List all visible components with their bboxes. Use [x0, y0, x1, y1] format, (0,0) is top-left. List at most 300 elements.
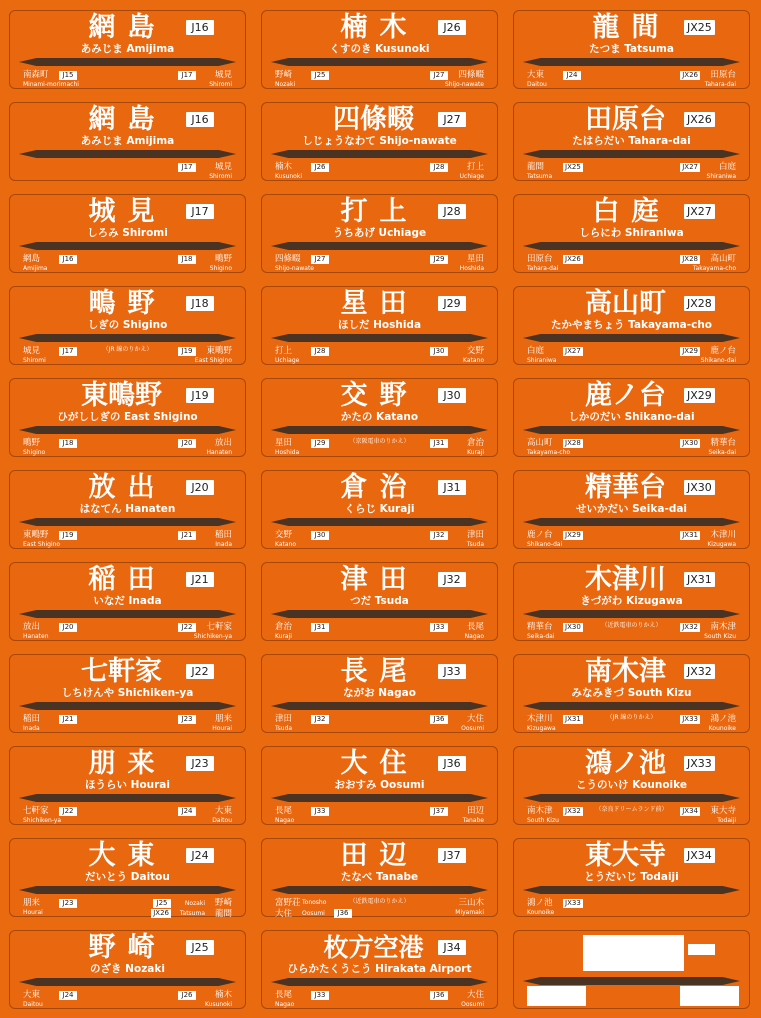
next-station-name: 鴫野	[214, 254, 232, 264]
blank-right-panel	[680, 986, 739, 1006]
prev-station-romaji: Hanaten	[23, 633, 49, 640]
station-reading: おおすみ Oosumi	[334, 779, 425, 791]
direction-bar	[19, 426, 236, 434]
prev-station-romaji: Tsuda	[275, 725, 293, 732]
prev-branch-station-romaji: Oosumi	[302, 910, 325, 917]
next-station-name: 大住	[466, 990, 484, 1000]
station-name: 網島	[88, 12, 167, 43]
prev-station-name: 南木津	[527, 806, 553, 816]
next-station-code: J19	[178, 347, 196, 356]
prev-station-romaji: Minami-morimachi	[23, 81, 79, 88]
prev-station-romaji: Shigino	[23, 449, 46, 456]
next-station-name: 倉治	[466, 438, 484, 448]
station-name: 白庭	[592, 196, 671, 227]
station-reading: あみじま Amijima	[80, 135, 175, 147]
station-reading: しちけんや Shichiken-ya	[61, 687, 194, 699]
prev-station-name: 津田	[275, 714, 293, 724]
next-station-name: 七軒家	[206, 622, 232, 632]
prev-station-name: 網島	[23, 254, 41, 264]
prev-station-romaji: Shichiken-ya	[23, 817, 62, 824]
station-sign	[261, 930, 498, 1009]
station-sign	[513, 286, 750, 365]
prev-station-romaji: Nozaki	[275, 81, 296, 88]
station-code-badge: JX31	[684, 572, 715, 587]
direction-bar	[19, 794, 236, 802]
prev-station-code: J17	[59, 347, 77, 356]
station-reading: ひがししぎの East Shigino	[57, 411, 198, 423]
station-name: 交野	[340, 380, 419, 411]
station-code-badge: J28	[438, 204, 466, 219]
direction-bar	[523, 610, 740, 618]
prev-station-code: J22	[59, 807, 77, 816]
station-reading: くすのき Kusunoki	[329, 43, 430, 55]
station-sign	[261, 378, 498, 457]
station-reading: しろみ Shiromi	[87, 227, 168, 239]
station-name: 鹿ノ台	[585, 380, 666, 411]
next-station-code: J26	[178, 991, 196, 1000]
next-station-code: JX34	[682, 807, 698, 815]
prev-station-code: J32	[311, 715, 329, 724]
station-sign	[513, 10, 750, 89]
station-sign	[9, 378, 246, 457]
direction-bar	[523, 886, 740, 894]
station-reading: きづがわ Kizugawa	[580, 595, 683, 607]
station-sign	[261, 838, 498, 917]
prev-station-romaji: Shiromi	[23, 357, 46, 364]
station-name: 枚方空港	[323, 933, 424, 962]
station-name: 田辺	[340, 840, 419, 871]
transfer-note: （京阪電車のりかえ）	[349, 438, 410, 445]
prev-station-romaji: Daitou	[23, 1001, 43, 1008]
station-reading: しらにわ Shiraniwa	[579, 227, 684, 239]
next-station-romaji: Shichiken-ya	[193, 633, 232, 640]
direction-bar	[271, 702, 488, 710]
prev-station-code: JX25	[565, 163, 581, 171]
next-station-code: J37	[430, 807, 448, 816]
station-code-badge: JX27	[684, 204, 715, 219]
station-name: 城見	[88, 196, 167, 227]
transfer-note: （JR 線のりかえ）	[102, 346, 153, 353]
next-station-romaji: East Shigino	[194, 357, 232, 364]
next-station-romaji: Miyamaki	[455, 909, 484, 916]
next-station-code: J28	[430, 163, 448, 172]
next-station-name: 東鴫野	[206, 346, 232, 356]
station-code-badge: J36	[438, 756, 466, 771]
direction-bar	[523, 334, 740, 342]
next-station-name: 長尾	[466, 622, 484, 632]
next-station-code: J25	[153, 899, 171, 908]
station-sign	[513, 746, 750, 825]
next-station-name: 南木津	[710, 622, 736, 632]
station-reading: みなみきづ South Kizu	[571, 687, 692, 699]
station-name: 木津川	[585, 564, 666, 595]
station-name: 鴻ノ池	[585, 748, 666, 779]
next-station-romaji: Hoshida	[459, 265, 484, 272]
direction-bar	[271, 58, 488, 66]
station-name: 楠木	[340, 12, 419, 43]
station-reading: はなてん Hanaten	[79, 503, 176, 515]
next-station-code: J36	[430, 715, 448, 724]
prev-station-code: J29	[311, 439, 329, 448]
direction-bar	[19, 518, 236, 526]
station-sign	[513, 102, 750, 181]
station-reading: ほしだ Hoshida	[337, 319, 422, 331]
station-name: 野崎	[88, 932, 167, 963]
station-sign	[9, 194, 246, 273]
prev-station-name: 精華台	[527, 622, 553, 632]
station-name: 高山町	[585, 288, 666, 319]
station-code-badge: J27	[438, 112, 466, 127]
station-sign	[261, 746, 498, 825]
next-station-code: JX33	[682, 715, 698, 723]
prev-station-romaji: Tonosho	[302, 899, 327, 906]
next-station-romaji: Shiraniwa	[706, 173, 736, 180]
prev-station-name: 鴻ノ池	[527, 898, 553, 908]
prev-station-code: JX26	[565, 255, 581, 263]
next-station-code: J29	[430, 255, 448, 264]
station-code-badge: JX33	[684, 756, 715, 771]
prev-station-code: JX33	[565, 899, 581, 907]
station-name: 打上	[340, 196, 419, 227]
station-code-badge: J33	[438, 664, 466, 679]
prev-station-name: 東鴫野	[23, 530, 49, 540]
next-station-name: 稲田	[214, 530, 232, 540]
station-reading: せいかだい Seika-dai	[575, 503, 688, 515]
next-station-name: 楠木	[214, 990, 232, 1000]
prev-station-code: J33	[311, 807, 329, 816]
station-name: 星田	[340, 288, 419, 319]
station-code-badge: J30	[438, 388, 466, 403]
branch-station-name: 龍間	[214, 909, 232, 919]
direction-bar	[271, 978, 488, 986]
prev-station-code: J24	[59, 991, 77, 1000]
direction-bar	[271, 334, 488, 342]
next-station-romaji: Katano	[462, 357, 484, 364]
next-station-code: JX32	[682, 623, 698, 631]
next-station-name: 木津川	[710, 530, 736, 540]
prev-station-romaji: Hoshida	[275, 449, 300, 456]
next-station-code: J31	[430, 439, 448, 448]
station-code-badge: JX25	[684, 20, 715, 35]
station-sign	[9, 470, 246, 549]
station-reading: かたの Katano	[340, 411, 419, 423]
blank-name-panel	[583, 935, 684, 971]
station-reading: ほうらい Hourai	[85, 779, 170, 791]
prev-station-romaji: Kuraji	[275, 633, 292, 640]
station-sign	[261, 10, 498, 89]
station-reading: たはらだい Tahara-dai	[572, 135, 691, 147]
prev-station-romaji: Uchiage	[275, 357, 300, 364]
station-code-badge: J21	[186, 572, 214, 587]
direction-bar	[271, 150, 488, 158]
station-name: 朋来	[88, 748, 167, 779]
station-reading: だいとう Daitou	[85, 871, 170, 883]
direction-bar	[271, 610, 488, 618]
station-code-badge: JX28	[684, 296, 715, 311]
station-sign	[513, 562, 750, 641]
station-sign	[513, 470, 750, 549]
prev-station-romaji: Amijima	[23, 265, 48, 272]
prev-station-code: J28	[311, 347, 329, 356]
station-sign	[9, 286, 246, 365]
station-code-badge: JX29	[684, 388, 715, 403]
blank-code-panel	[688, 944, 715, 955]
station-name: 放出	[88, 472, 167, 503]
prev-station-name: 七軒家	[23, 806, 49, 816]
station-name: 東鴫野	[81, 380, 162, 411]
next-station-code: JX29	[682, 347, 698, 355]
next-station-name: 城見	[214, 70, 232, 80]
prev-station-code: J16	[59, 255, 77, 264]
prev-station-romaji: South Kizu	[527, 817, 559, 824]
next-station-name: 朋来	[214, 714, 232, 724]
station-name: 七軒家	[81, 656, 162, 687]
direction-bar	[523, 242, 740, 250]
station-name: 南木津	[585, 656, 666, 687]
next-station-code: J17	[178, 163, 196, 172]
station-reading: くらじ Kuraji	[344, 503, 415, 515]
next-station-code: J27	[430, 71, 448, 80]
direction-bar	[523, 58, 740, 66]
next-station-name: 放出	[214, 438, 232, 448]
next-station-romaji: Tahara-dai	[704, 81, 736, 88]
prev-station-name: 四條畷	[275, 254, 301, 264]
next-station-code: J24	[178, 807, 196, 816]
next-station-code: J33	[430, 623, 448, 632]
station-sign	[9, 930, 246, 1009]
prev-station-code: J27	[311, 255, 329, 264]
prev-station-romaji: Kusunoki	[275, 173, 302, 180]
next-station-romaji: Kizugawa	[707, 541, 736, 548]
station-name: 津田	[340, 564, 419, 595]
next-station-name: 四條畷	[458, 70, 484, 80]
prev-station-name: 楠木	[275, 162, 293, 172]
station-sign	[513, 378, 750, 457]
station-sign	[513, 194, 750, 273]
prev-station-code: J30	[311, 531, 329, 540]
prev-station-romaji: Shijo-nawate	[275, 265, 314, 272]
station-reading: あみじま Amijima	[80, 43, 175, 55]
next-station-name: 津田	[466, 530, 484, 540]
transfer-note: （JR 線のりかえ）	[606, 714, 657, 721]
next-station-romaji: Shijo-nawate	[445, 81, 484, 88]
transfer-note: （近鉄電車のりかえ）	[349, 898, 410, 905]
next-station-name: 白庭	[718, 162, 736, 172]
next-station-code: J17	[178, 71, 196, 80]
prev-station-romaji: Tatsuma	[527, 173, 553, 180]
next-station-name: 鴻ノ池	[710, 714, 736, 724]
prev-station-code: JX32	[565, 807, 581, 815]
direction-bar	[19, 58, 236, 66]
blank-left-panel	[527, 986, 586, 1006]
prev-station-code: JX30	[565, 623, 581, 631]
station-reading: たかやまちょう Takayama-cho	[550, 319, 713, 331]
next-station-romaji: Daitou	[212, 817, 232, 824]
prev-station-code: J24	[563, 71, 581, 80]
next-station-romaji: Tanabe	[462, 817, 484, 824]
next-station-code: J30	[430, 347, 448, 356]
direction-bar	[271, 518, 488, 526]
station-name: 東大寺	[585, 840, 666, 871]
next-station-code: JX28	[682, 255, 698, 263]
prev-station-code: J33	[311, 991, 329, 1000]
station-sign	[261, 654, 498, 733]
prev-station-romaji: Tahara-dai	[527, 265, 559, 272]
station-name: 龍間	[592, 12, 671, 43]
direction-bar	[523, 977, 740, 985]
next-station-code: JX26	[682, 71, 698, 79]
station-code-badge: J23	[186, 756, 214, 771]
station-code-badge: JX34	[684, 848, 715, 863]
next-station-name: 打上	[466, 162, 484, 172]
next-station-code: J22	[178, 623, 196, 632]
prev-station-romaji: Daitou	[527, 81, 547, 88]
station-sign	[9, 746, 246, 825]
station-sign	[261, 470, 498, 549]
next-station-code: J20	[178, 439, 196, 448]
station-reading: ながお Nagao	[343, 687, 416, 699]
next-station-romaji: Oosumi	[461, 1001, 484, 1008]
station-sign	[261, 562, 498, 641]
station-code-badge: JX30	[684, 480, 715, 495]
station-code-badge: J32	[438, 572, 466, 587]
station-name: 大東	[88, 840, 167, 871]
station-code-badge: J37	[438, 848, 466, 863]
direction-bar	[271, 242, 488, 250]
station-reading: しぎの Shigino	[87, 319, 168, 331]
station-name: 鴫野	[88, 288, 167, 319]
next-station-name: 星田	[466, 254, 484, 264]
station-code-badge: J16	[186, 20, 214, 35]
prev-station-name: 倉治	[275, 622, 293, 632]
station-code-badge: J19	[186, 388, 214, 403]
station-reading: とうだいじ Todaiji	[584, 871, 679, 883]
station-code-badge: JX32	[684, 664, 715, 679]
station-sign	[9, 838, 246, 917]
transfer-note: （近鉄電車のりかえ）	[601, 622, 662, 629]
direction-bar	[523, 794, 740, 802]
prev-station-name: 木津川	[527, 714, 553, 724]
station-name: 長尾	[340, 656, 419, 687]
station-sign	[513, 838, 750, 917]
direction-bar	[19, 150, 236, 158]
prev-station-romaji: Nagao	[275, 817, 295, 824]
station-reading: こうのいけ Kounoike	[576, 779, 687, 791]
next-station-romaji: Kounoike	[708, 725, 736, 732]
station-code-badge: J22	[186, 664, 214, 679]
station-reading: いなだ Inada	[93, 595, 162, 607]
station-reading: うちあげ Uchiage	[332, 227, 427, 239]
prev-station-romaji: East Shigino	[23, 541, 61, 548]
next-station-code: J18	[178, 255, 196, 264]
prev-station-romaji: Katano	[275, 541, 297, 548]
next-station-romaji: Takayama-cho	[692, 265, 736, 272]
next-station-name: 田原台	[710, 70, 736, 80]
prev-station-code: J26	[311, 163, 329, 172]
prev-station-name: 龍間	[527, 162, 545, 172]
next-station-name: 高山町	[710, 254, 736, 264]
transfer-note: （奈良ドリームランド前）	[595, 806, 668, 813]
prev-station-name: 城見	[23, 346, 41, 356]
station-code-badge: J16	[186, 112, 214, 127]
prev-station-name: 野崎	[275, 70, 293, 80]
prev-station-code: J31	[311, 623, 329, 632]
next-station-romaji: Nozaki	[184, 900, 205, 907]
station-name: 精華台	[585, 472, 666, 503]
station-reading: のざき Nozaki	[90, 963, 165, 975]
direction-bar	[523, 426, 740, 434]
station-name: 倉治	[340, 472, 419, 503]
next-station-romaji: Kusunoki	[205, 1001, 232, 1008]
next-station-code: J36	[430, 991, 448, 1000]
next-station-name: 大東	[214, 806, 232, 816]
station-sign	[9, 654, 246, 733]
next-station-code: JX27	[682, 163, 698, 171]
station-reading: たつま Tatsuma	[589, 43, 674, 55]
direction-bar	[523, 150, 740, 158]
prev-station-romaji: Takayama-cho	[527, 449, 571, 456]
prev-station-code: J19	[59, 531, 77, 540]
prev-station-code: J18	[59, 439, 77, 448]
branch-station-code: JX26	[153, 909, 169, 917]
prev-station-romaji: Kounoike	[527, 909, 555, 916]
station-code-badge: J31	[438, 480, 466, 495]
prev-station-name: 高山町	[527, 438, 553, 448]
prev-station-romaji: Hourai	[23, 909, 43, 916]
station-name: 田原台	[585, 104, 666, 135]
station-sign	[9, 102, 246, 181]
prev-station-name: 朋来	[23, 898, 41, 908]
next-station-romaji: Hourai	[212, 725, 232, 732]
prev-station-code: J25	[311, 71, 329, 80]
station-reading: しじょうなわて Shijo-nawate	[302, 135, 457, 147]
next-station-romaji: Todaiji	[717, 817, 736, 824]
station-name: 網島	[88, 104, 167, 135]
next-station-code: JX30	[682, 439, 698, 447]
prev-station-romaji: Inada	[23, 725, 40, 732]
next-station-name: 野崎	[214, 898, 232, 908]
prev-station-name: 大東	[527, 70, 545, 80]
station-code-badge: J34	[438, 940, 466, 955]
prev-station-code: JX31	[565, 715, 581, 723]
prev-station-romaji: Shiraniwa	[527, 357, 557, 364]
station-sign	[261, 194, 498, 273]
next-station-name: 東大寺	[710, 806, 736, 816]
station-sign	[261, 286, 498, 365]
direction-bar	[19, 242, 236, 250]
station-name: 稲田	[88, 564, 167, 595]
direction-bar	[271, 886, 488, 894]
prev-branch-station-name: 大住	[275, 909, 293, 919]
prev-station-name: 鴫野	[23, 438, 41, 448]
prev-branch-station-code: J36	[334, 909, 352, 918]
prev-station-romaji: Seika-dai	[527, 633, 555, 640]
prev-station-name: 放出	[23, 622, 41, 632]
next-station-romaji: Uchiage	[459, 173, 484, 180]
station-reading: つだ Tsuda	[350, 595, 409, 607]
station-sign	[513, 654, 750, 733]
prev-station-code: JX29	[565, 531, 581, 539]
branch-station-romaji: Tatsuma	[179, 910, 205, 917]
direction-bar	[523, 518, 740, 526]
next-station-code: J32	[430, 531, 448, 540]
next-station-romaji: Shigino	[209, 265, 232, 272]
prev-station-romaji: Shikano-dai	[527, 541, 563, 548]
station-code-badge: J24	[186, 848, 214, 863]
next-station-romaji: Hanaten	[206, 449, 232, 456]
prev-station-code: J21	[59, 715, 77, 724]
station-code-badge: JX26	[684, 112, 715, 127]
